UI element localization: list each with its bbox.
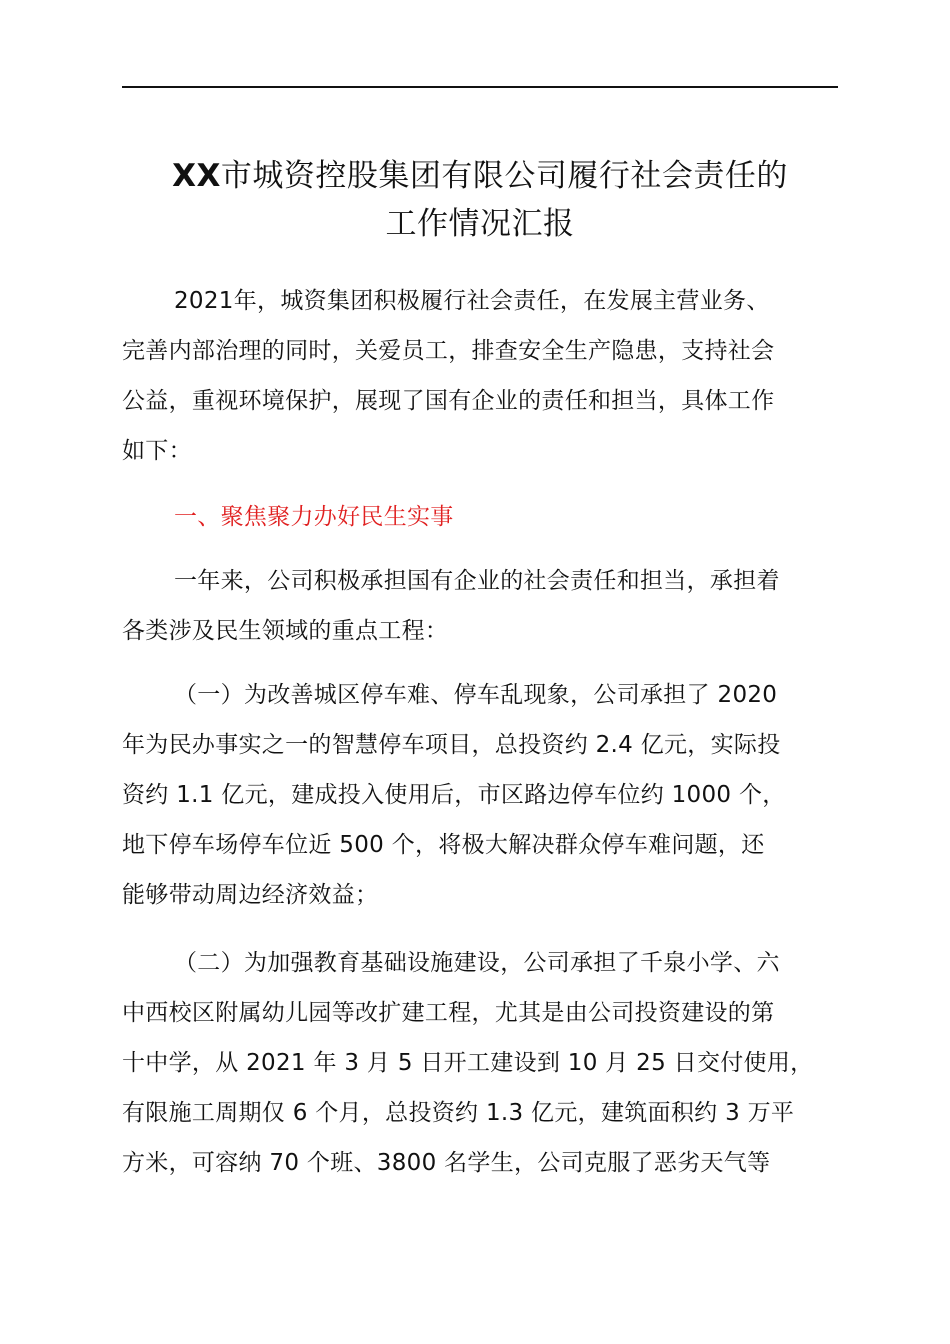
item-2-line: （二）为加强教育基础设施建设，公司承担了千泉小学、六	[174, 950, 780, 976]
intro-line: 完善内部治理的同时，关爱员工，排查安全生产隐患，支持社会	[122, 338, 775, 364]
item-1-line: 地下停车场停车位近 500 个，将极大解决群众停车难问题，还	[122, 832, 765, 858]
section-1-intro-line: 一年来，公司积极承担国有企业的社会责任和担当，承担着	[174, 568, 780, 594]
item-1-line: 资约 1.1 亿元，建成投入使用后，市区路边停车位约 1000 个，	[122, 782, 786, 808]
item-1-line: 年为民办事实之一的智慧停车项目，总投资约 2.4 亿元，实际投	[122, 732, 781, 758]
item-1-paragraph	[122, 670, 838, 920]
item-2-line: 方米，可容纳 70 个班、3800 名学生，公司克服了恶劣天气等	[122, 1150, 771, 1176]
header-rule	[122, 86, 838, 88]
intro-line: 2021年，城资集团积极履行社会责任，在发展主营业务、	[174, 288, 770, 314]
title-prefix: XX	[172, 158, 221, 194]
item-2-paragraph	[122, 938, 838, 1188]
item-1-line: （一）为改善城区停车难、停车乱现象，公司承担了 2020	[174, 682, 778, 708]
section-1-intro-paragraph	[122, 556, 838, 656]
section-1-heading: 一、聚焦聚力办好民生实事	[174, 504, 454, 530]
intro-line: 公益，重视环境保护，展现了国有企业的责任和担当，具体工作	[122, 388, 775, 414]
title-line-1	[100, 152, 860, 200]
item-2-line: 中西校区附属幼儿园等改扩建工程，尤其是由公司投资建设的第	[122, 1000, 775, 1026]
intro-line: 如下：	[122, 438, 192, 464]
title-line-2: 工作情况汇报	[385, 206, 575, 242]
title-line-1-text: 市城资控股集团有限公司履行社会责任的	[220, 158, 788, 194]
section-1-intro-line: 各类涉及民生领域的重点工程：	[122, 618, 449, 644]
intro-paragraph	[122, 276, 838, 476]
item-2-line: 有限施工周期仅 6 个月，总投资约 1.3 亿元，建筑面积约 3 万平	[122, 1100, 795, 1126]
item-2-line: 十中学，从 2021 年 3 月 5 日开工建设到 10 月 25 日交付使用，	[122, 1050, 814, 1076]
item-1-line: 能够带动周边经济效益；	[122, 882, 379, 908]
document-title	[100, 152, 860, 248]
